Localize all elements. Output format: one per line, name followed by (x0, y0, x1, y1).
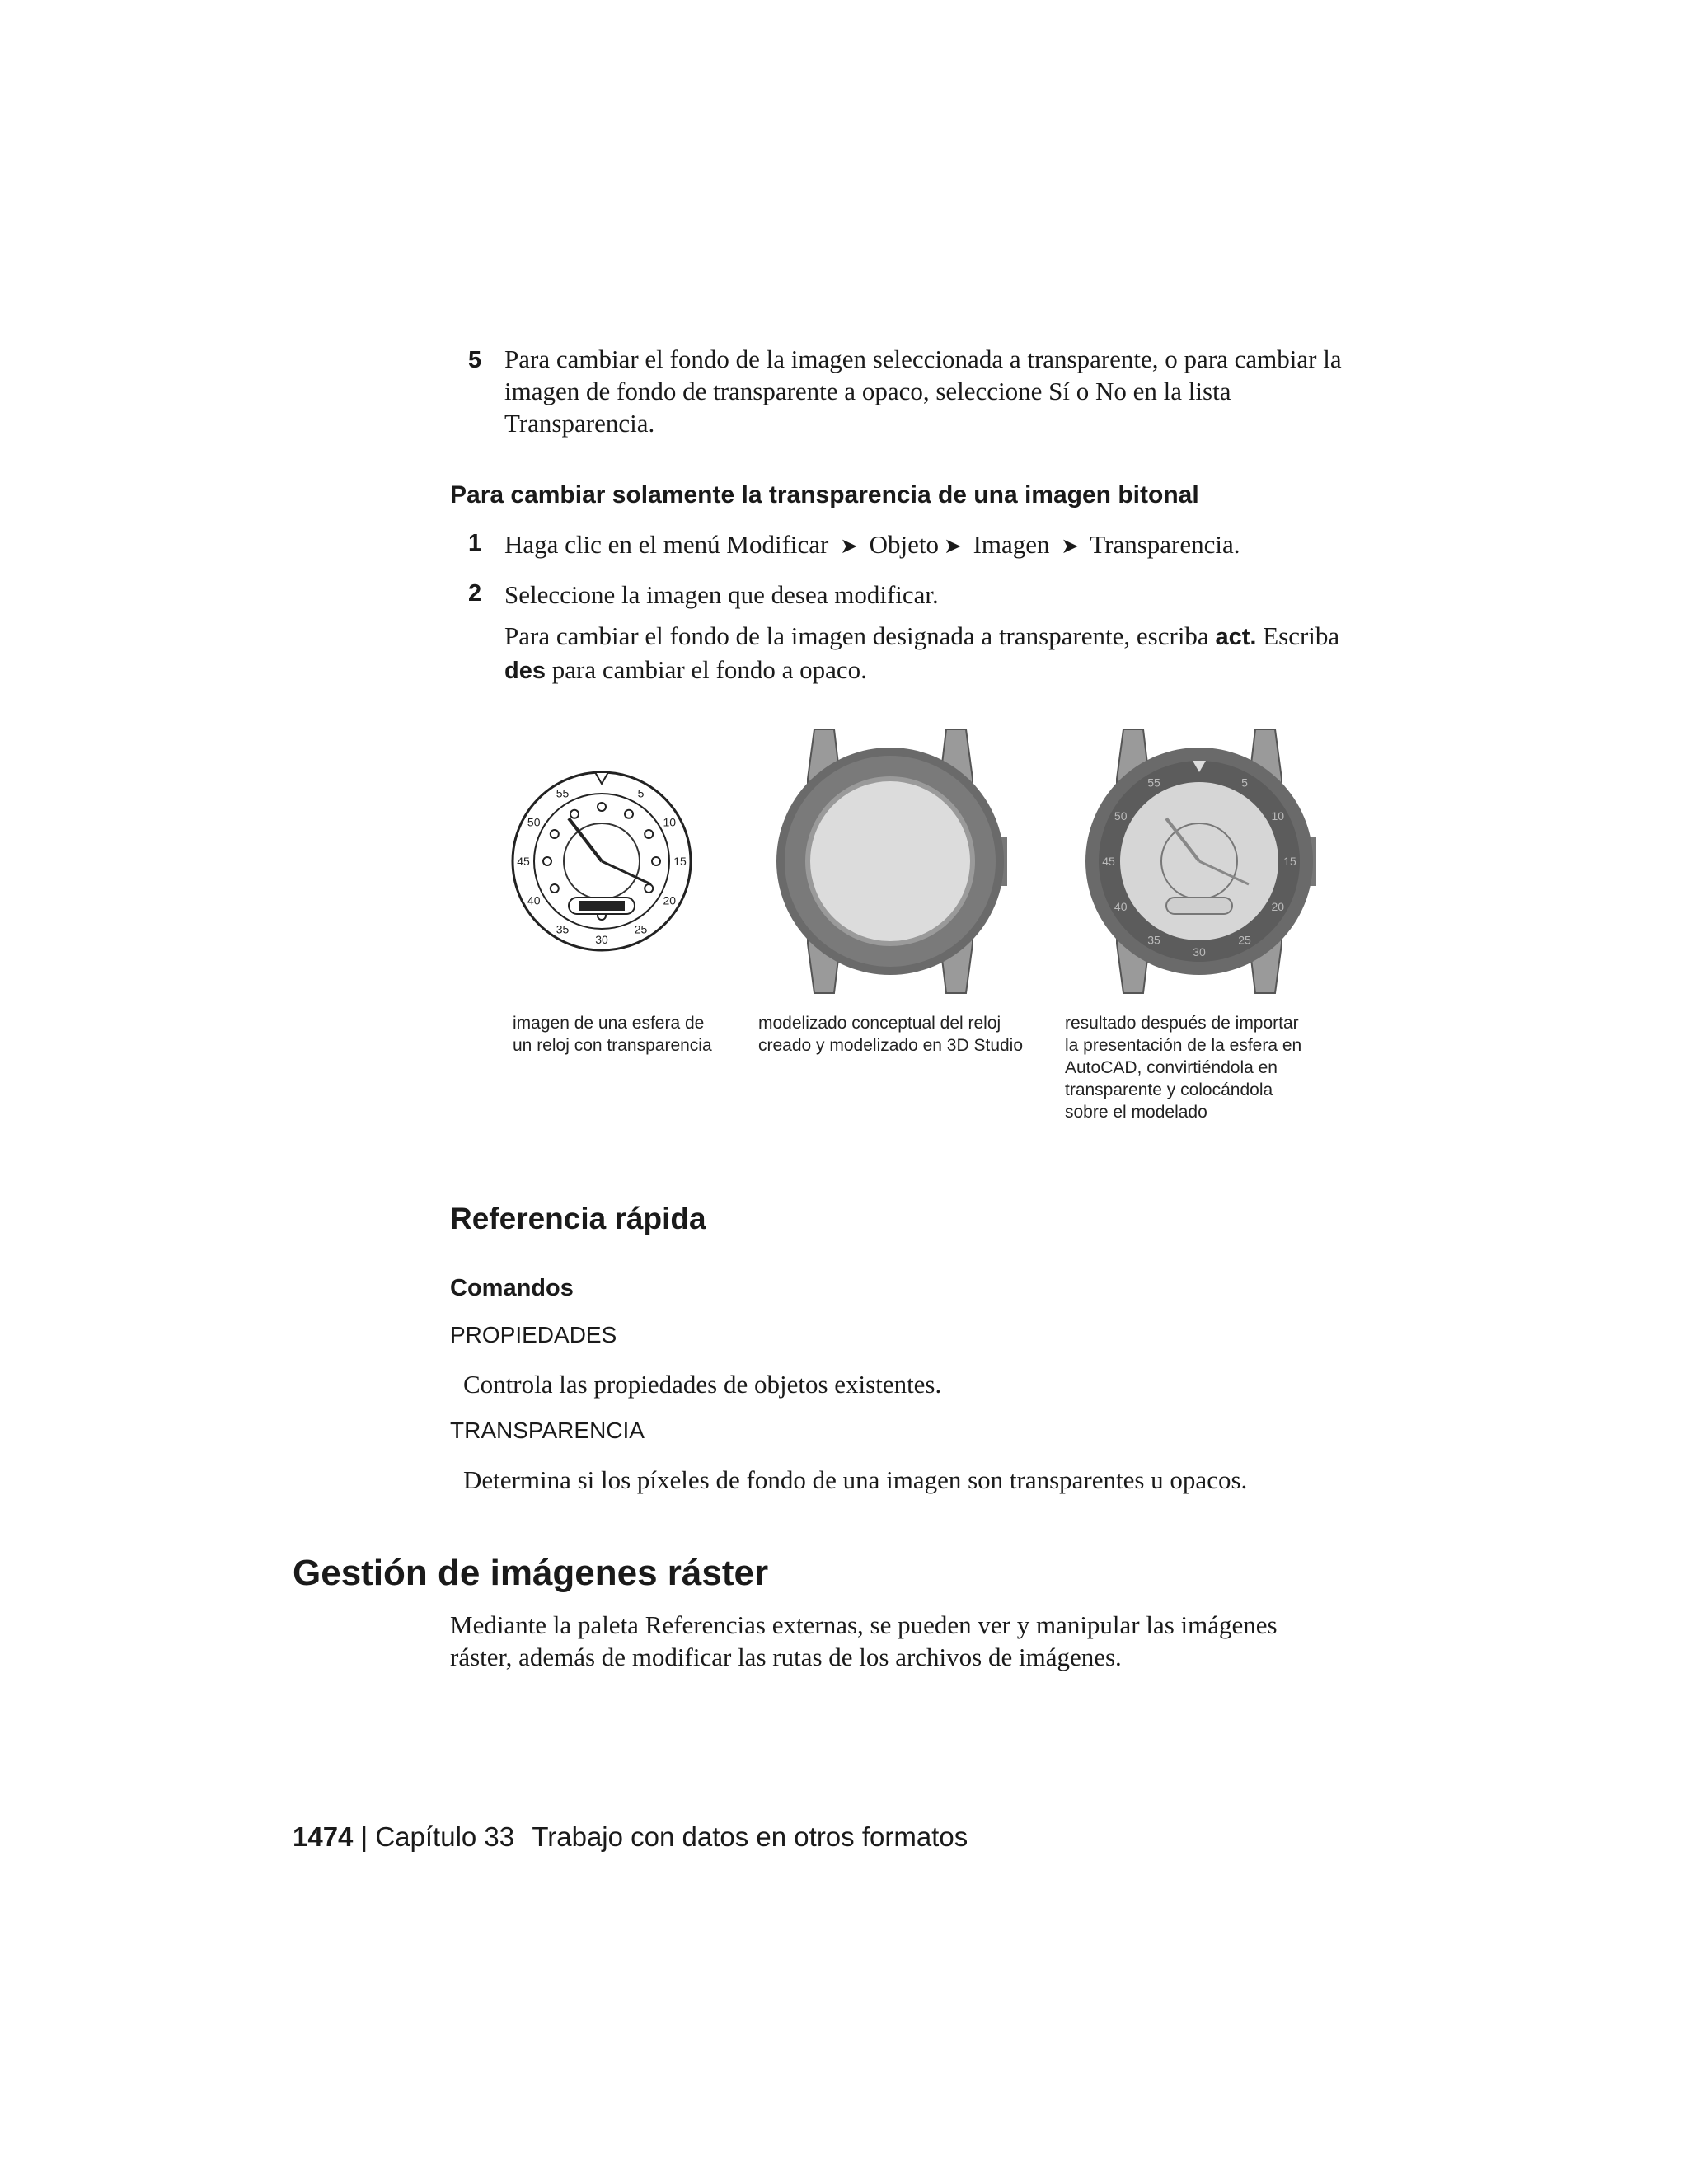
note-part-2: Escriba (1263, 621, 1340, 650)
watch-figure (503, 705, 1376, 1010)
step-1-text (504, 528, 1345, 562)
page-footer (293, 1821, 968, 1853)
dial-numeral: 15 (1283, 855, 1296, 868)
footer-separator: | (360, 1821, 368, 1852)
dial-numeral: 50 (1114, 809, 1128, 823)
dial-numeral: 30 (1193, 945, 1206, 958)
hour-marker (625, 810, 633, 818)
command-desc-transparencia: Determina si los píxeles de fondo de una imagen son transparentes u opacos. (463, 1465, 1248, 1494)
menu-arrow-icon: ➤ (944, 534, 962, 558)
command-name-propiedades: PROPIEDADES (450, 1322, 617, 1347)
menu-arrow-icon: ➤ (1061, 534, 1080, 558)
hour-marker (543, 857, 551, 865)
dial-numeral: 40 (527, 893, 541, 907)
hour-marker (598, 803, 606, 811)
hour-marker (551, 884, 559, 893)
note-part-3: para cambiar el fondo a opaco. (551, 655, 867, 684)
figure-caption-2 (758, 1012, 1047, 1057)
step-1-number: 1 (468, 530, 482, 556)
caption-line: creado y modelizado en 3D Studio (758, 1036, 1024, 1055)
procedure-heading: Para cambiar solamente la transparencia de una imagen bitonal (450, 481, 1199, 509)
caption-line: resultado después de importar (1065, 1014, 1299, 1033)
dial-numeral: 35 (556, 922, 570, 936)
page-number: 1474 (293, 1821, 354, 1852)
dial-numeral: 10 (1271, 809, 1285, 823)
figure-caption-3 (1065, 1012, 1362, 1123)
caption-line: sobre el modelado (1065, 1103, 1207, 1122)
menu-item-transparencia: Transparencia. (1090, 530, 1240, 559)
section-heading: Gestión de imágenes ráster (293, 1553, 769, 1593)
command-desc-propiedades: Controla las propiedades de objetos existentes. (463, 1370, 942, 1399)
step-2-text: Seleccione la imagen que desea modificar. (504, 580, 939, 609)
dial-numeral: 55 (1147, 776, 1160, 790)
watch-composite (1085, 729, 1316, 993)
step-2-number: 2 (468, 580, 482, 607)
command-des: des (504, 658, 546, 684)
caption-line: transparente y colocándola (1065, 1080, 1273, 1099)
chapter-title: Trabajo con datos en otros formatos (532, 1821, 968, 1852)
dial-numeral: 40 (1114, 900, 1128, 913)
dial-numeral: 25 (1238, 933, 1251, 947)
dial-numeral: 5 (1241, 776, 1248, 790)
dial-numeral: 55 (556, 786, 570, 800)
menu-item-imagen: Imagen (973, 530, 1050, 559)
commands-subheading: Comandos (450, 1275, 574, 1301)
hour-marker (570, 810, 579, 818)
dial-numeral: 45 (1102, 855, 1115, 868)
quick-ref-heading: Referencia rápida (450, 1202, 706, 1235)
caption-line: la presentación de la esfera en (1065, 1036, 1302, 1055)
command-act: act. (1215, 624, 1257, 650)
figure-caption-1 (513, 1012, 743, 1057)
dial-numeral: 5 (637, 786, 645, 800)
dial-numeral: 35 (1147, 933, 1160, 947)
caption-line: un reloj con transparencia (513, 1036, 712, 1055)
dial-numeral: 30 (595, 933, 608, 946)
hour-marker (645, 830, 653, 838)
note-part-1: Para cambiar el fondo de la imagen designada a transparente, escriba (504, 621, 1209, 650)
step-5-text: Para cambiar el fondo de la imagen seleccionada a transparente, o para cambiar la imagen de fondo de transparente a opaco, seleccione Sí o No en la lista Transparencia. (504, 344, 1342, 438)
menu-item-objeto: Objeto (869, 530, 940, 559)
chapter-label: Capítulo 33 (375, 1821, 515, 1852)
hour-marker (645, 884, 653, 893)
step-5-number: 5 (468, 347, 482, 373)
watch-dial-line-art (513, 772, 691, 950)
step-1-prefix: Haga clic en el menú Modificar (504, 530, 829, 559)
dial-numeral: 50 (527, 815, 541, 829)
hour-marker (551, 830, 559, 838)
command-name-transparencia: TRANSPARENCIA (450, 1418, 645, 1443)
hour-marker (652, 857, 660, 865)
dial-numeral: 25 (634, 922, 648, 936)
menu-arrow-icon: ➤ (840, 534, 858, 558)
step-2-note (504, 620, 1345, 687)
caption-line: modelizado conceptual del reloj (758, 1014, 1001, 1033)
dial-numeral: 10 (663, 815, 677, 829)
section-body: Mediante la paleta Referencias externas, se pueden ver y manipular las imágenes ráster, además de modificar las rutas de los archivos de imágenes. (450, 1610, 1278, 1671)
caption-line: imagen de una esfera de (513, 1014, 705, 1033)
dial-numeral: 20 (1271, 900, 1285, 913)
dial-numeral: 45 (517, 855, 530, 868)
watch-3d-model (776, 729, 1007, 993)
caption-line: AutoCAD, convirtiéndola en (1065, 1058, 1278, 1077)
dial-numeral: 20 (663, 893, 677, 907)
dial-numeral: 15 (673, 855, 687, 868)
